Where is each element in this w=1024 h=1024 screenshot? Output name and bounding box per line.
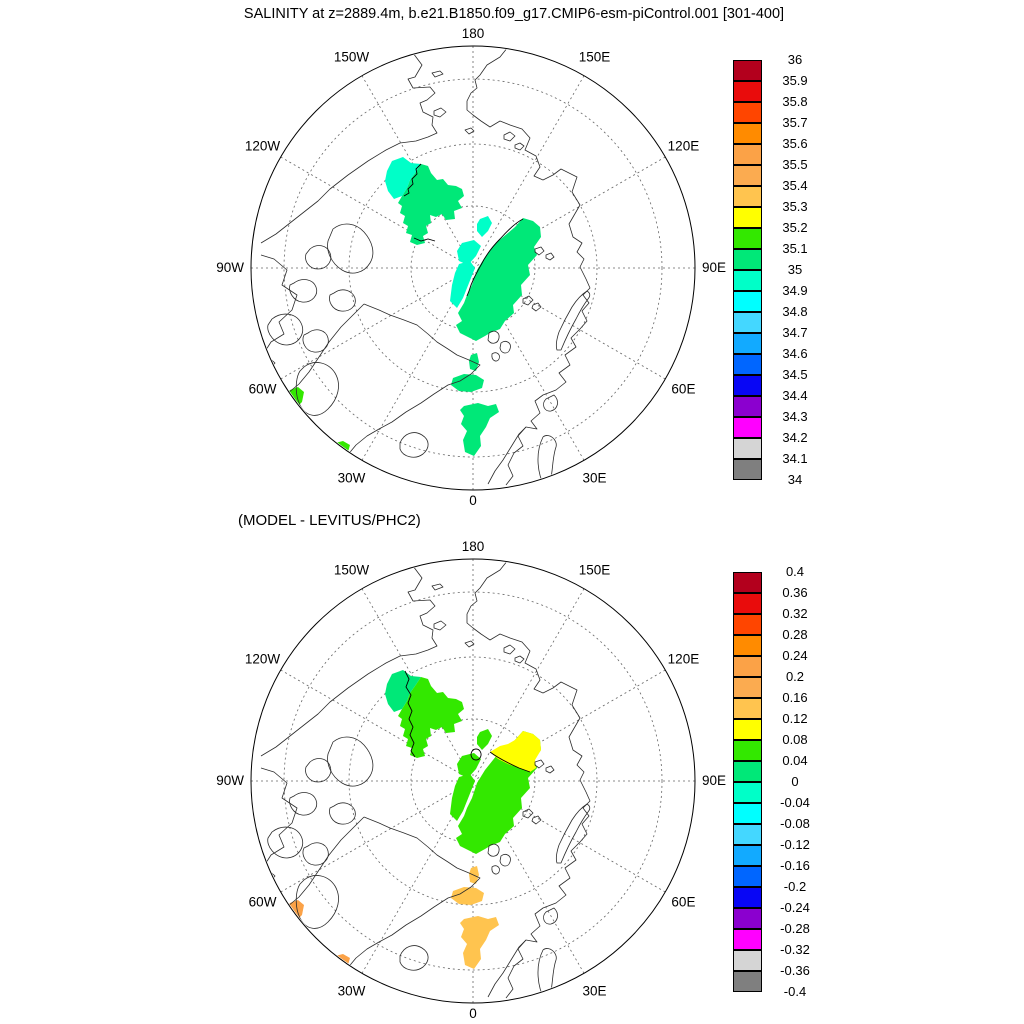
colorbar-cell [733,102,762,123]
colorbar-cell [733,123,762,144]
colorbar-tick-label: 0.08 [782,732,808,747]
longitude-label-120W: 120W [244,138,281,154]
colorbar-tick-label: 35.8 [782,94,808,109]
colorbar-tick-label: 0.36 [782,585,808,600]
colorbar-cell [733,950,762,971]
longitude-label-0: 0 [469,493,477,508]
longitude-label-120W: 120W [244,651,281,667]
colorbar-tick-label: -0.08 [780,816,810,831]
longitude-label-60E: 60E [671,894,696,910]
colorbar-cell [733,782,762,803]
colorbar-tick-label: 0 [791,774,799,789]
colorbar-tick-label: 0.24 [782,648,808,663]
colorbar-cell [733,354,762,375]
colorbar-cell [733,228,762,249]
colorbar-cell [733,887,762,908]
colorbar-cell [733,740,762,761]
colorbar-tick-label: 35.1 [782,241,808,256]
colorbar-cell [733,333,762,354]
longitude-label-90W: 90W [216,773,244,788]
shaded-region-strip1 [477,729,492,750]
colorbar-tick-label: 34.2 [782,430,808,445]
colorbar-tick-label: 34.8 [782,304,808,319]
colorbar-tick-label: 34.5 [782,367,808,382]
colorbar-tick-label: -0.24 [780,900,810,915]
longitude-label-150E: 150E [578,49,611,65]
shaded-region-c3 [460,916,499,969]
colorbar-tick-label: 35.4 [782,178,808,193]
colorbar-tick-label: 0.12 [782,711,808,726]
colorbar-tick-label: 0.32 [782,606,808,621]
colorbar-tick-label: 34.1 [782,451,808,466]
longitude-label-0: 0 [469,1006,477,1021]
colorbar-cell [733,417,762,438]
longitude-label-30W: 30W [337,470,366,486]
colorbar-cell [733,698,762,719]
colorbar-tick-label: 34.9 [782,283,808,298]
longitude-label-90E: 90E [702,260,727,275]
longitude-label-150W: 150W [333,49,370,65]
shaded-region-strip2 [457,753,481,778]
colorbar-cell [733,971,762,992]
colorbar-tick-label: 36 [787,52,803,67]
colorbar-tick-label: -0.16 [780,858,810,873]
longitude-label-60E: 60E [671,381,696,397]
shaded-region-strip2 [457,240,481,265]
colorbar-tick-label: 35.3 [782,199,808,214]
colorbar-tick-label: 34.6 [782,346,808,361]
longitude-label-180: 180 [461,26,485,41]
colorbar-cell [733,845,762,866]
colorbar-tick-label: 34 [787,472,803,487]
map-difference [193,521,753,1024]
colorbar-difference [733,564,829,999]
colorbar-tick-label: -0.12 [780,837,810,852]
shaded-region-strip1 [477,216,492,237]
longitude-label-90W: 90W [216,260,244,275]
colorbar-tick-label: 0.4 [785,564,805,579]
colorbar-cell [733,144,762,165]
colorbar-cell [733,824,762,845]
colorbar-cell [733,207,762,228]
colorbar-cell [733,593,762,614]
colorbar-tick-label: 0.28 [782,627,808,642]
colorbar-tick-label: 35.9 [782,73,808,88]
colorbar-tick-label: 0.2 [785,669,805,684]
colorbar-cell [733,656,762,677]
longitude-label-180: 180 [461,539,485,554]
colorbar-cell [733,270,762,291]
colorbar-cell [733,165,762,186]
longitude-label-90E: 90E [702,773,727,788]
longitude-label-30E: 30E [582,470,607,486]
colorbar-tick-label: 35 [787,262,803,277]
colorbar-tick-label: 35.7 [782,115,808,130]
colorbar-cell [733,929,762,950]
colorbar-cell [733,803,762,824]
longitude-label-150W: 150W [333,562,370,578]
shaded-region-e1 [287,900,304,921]
colorbar-cell [733,761,762,782]
shaded-region-e1 [287,387,304,408]
colorbar-tick-label: -0.32 [780,942,810,957]
colorbar-tick-label: 35.2 [782,220,808,235]
map-salinity [193,8,753,548]
colorbar-cell [733,291,762,312]
colorbar-tick-label: -0.28 [780,921,810,936]
longitude-label-150E: 150E [578,562,611,578]
colorbar-cell [733,396,762,417]
colorbar-cell [733,635,762,656]
colorbar-cell [733,81,762,102]
colorbar-cell [733,866,762,887]
colorbar-cell [733,572,762,593]
colorbar-tick-label: 35.5 [782,157,808,172]
colorbar-cell [733,719,762,740]
colorbar-cell [733,459,762,480]
colorbar-tick-label: 0.04 [782,753,808,768]
longitude-label-30W: 30W [337,983,366,999]
colorbar-cell [733,375,762,396]
colorbar-tick-label: -0.36 [780,963,810,978]
colorbar-cell [733,186,762,207]
colorbar-cell [733,312,762,333]
colorbar-cell [733,60,762,81]
colorbar-tick-label: 34.7 [782,325,808,340]
colorbar-cell [733,677,762,698]
colorbar-tick-label: -0.2 [783,879,807,894]
longitude-label-60W: 60W [248,894,277,910]
longitude-label-60W: 60W [248,381,277,397]
colorbar-tick-label: 0.16 [782,690,808,705]
colorbar-tick-label: 35.6 [782,136,808,151]
colorbar-salinity [733,52,829,487]
colorbar-tick-label: 34.3 [782,409,808,424]
colorbar-cell [733,438,762,459]
shaded-region-c3 [460,403,499,456]
colorbar-cell [733,249,762,270]
longitude-label-120E: 120E [667,138,700,154]
colorbar-tick-label: 34.4 [782,388,808,403]
panel1-title: SALINITY at z=2889.4m, b.e21.B1850.f09_g17.CMIP6-esm-piControl.001 [301-400] [243,6,785,22]
longitude-label-30E: 30E [582,983,607,999]
colorbar-cell [733,908,762,929]
panel2-title: (MODEL - LEVITUS/PHC2) [238,512,421,529]
colorbar-tick-label: -0.4 [783,984,807,999]
longitude-label-120E: 120E [667,651,700,667]
colorbar-cell [733,614,762,635]
colorbar-tick-label: -0.04 [780,795,810,810]
